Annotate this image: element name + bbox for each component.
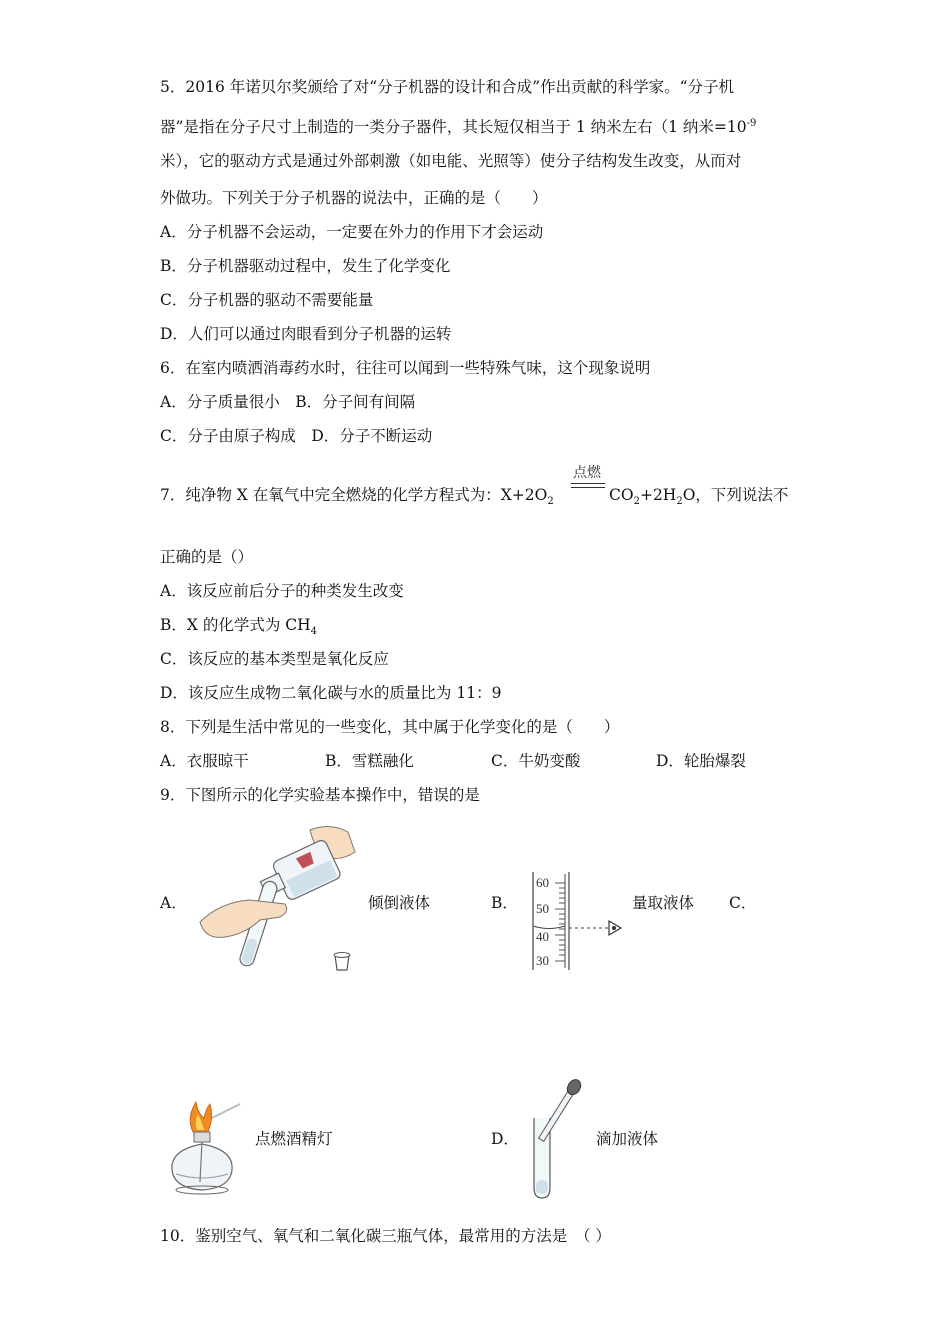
q8-option-a: A．衣服晾干 [160,752,249,770]
q9-option-d-label: 滴加液体 [596,1130,659,1148]
cylinder-tick-60: 60 [536,875,549,890]
q7-h2o-subscript: 2 [676,496,683,508]
q7-stem-right [609,485,788,512]
q5-stem-line2 [160,114,756,137]
q5-stem-line1: 5．2016 年诺贝尔奖颁给了对“分子机器的设计和合成”作出贡献的科学家。“分子机 [160,78,735,96]
q7-stem-line2: 正确的是（） [160,548,254,566]
q5-option-b: B．分子机器驱动过程中，发生了化学变化 [160,257,451,275]
q9-option-c-label: 点燃酒精灯 [255,1130,333,1148]
graduated-cylinder-illustration [525,868,630,974]
q5-option-d: D．人们可以通过肉眼看到分子机器的运转 [160,325,452,343]
q7-co-text: CO [609,486,634,504]
q7-stem-left [160,485,554,512]
q8-stem: 8．下列是生活中常见的一些变化，其中属于化学变化的是（ ） [160,718,620,736]
q7-condition: 点燃 [573,465,601,481]
q9-option-d-letter: D． [491,1130,519,1148]
q7-stem-text: 7．纯净物 X 在氧气中完全燃烧的化学方程式为：X+2O [160,486,548,504]
q9-stem: 9．下图所示的化学实验基本操作中，错误的是 [160,786,480,804]
q9-option-c-letter: C． [729,894,757,912]
pouring-liquid-illustration [190,822,360,977]
cylinder-tick-30: 30 [536,953,549,968]
q9-option-a-label: 倾倒液体 [368,894,431,912]
q6-stem: 6．在室内喷洒消毒药水时，往往可以闻到一些特殊气味，这个现象说明 [160,359,651,377]
q7-ch4-subscript: 4 [310,626,318,638]
q8-option-b: B．雪糕融化 [325,752,414,770]
q5-exponent: -9 [746,118,757,129]
alcohol-lamp-illustration [160,1092,250,1200]
q7-o2-subscript: 2 [547,496,554,508]
q5-stem-line4: 外做功。下列关于分子机器的说法中，正确的是（ ） [160,189,548,207]
cylinder-tick-50: 50 [536,901,549,916]
q5-stem-line3: 米），它的驱动方式是通过外部刺激（如电能、光照等）使分子结构发生改变，从而对 [160,152,742,170]
q7-option-d: D．该反应生成物二氧化碳与水的质量比为 11：9 [160,684,502,702]
q7-option-c: C．该反应的基本类型是氧化反应 [160,650,389,668]
q8-option-d: D．轮胎爆裂 [656,752,746,770]
q6-options-row2: C．分子由原子构成 D．分子不断运动 [160,427,433,445]
q5-stem-line2-text: 器”是指在分子尺寸上制造的一类分子器件，其长短仅相当于 1 纳米左右（1 纳米=10 [160,118,747,137]
q7-reaction-arrow [571,483,605,488]
q5-option-c: C．分子机器的驱动不需要能量 [160,291,374,309]
q9-option-b-letter: B． [491,894,518,912]
q7-tail-text: O，下列说法不 [682,486,789,504]
q9-option-b-label: 量取液体 [632,894,695,912]
cylinder-tick-40: 40 [536,929,549,944]
q6-options-row1: A．分子质量很小 B．分子间有间隔 [160,393,416,411]
dropper-illustration [526,1076,584,1202]
q10-stem: 10．鉴别空气、氧气和二氧化碳三瓶气体，最常用的方法是 （ ） [160,1227,611,1245]
q7-option-b-text: B．X 的化学式为 CH [160,616,311,634]
q7-h-text: +2H [639,486,677,504]
q5-option-a: A．分子机器不会运动，一定要在外力的作用下才会运动 [160,223,544,241]
q9-option-a-letter: A． [160,894,187,912]
q7-option-b [160,615,317,642]
q7-co2-subscript: 2 [633,496,640,508]
q8-option-c: C．牛奶变酸 [491,752,581,770]
q7-option-a: A．该反应前后分子的种类发生改变 [160,582,404,600]
